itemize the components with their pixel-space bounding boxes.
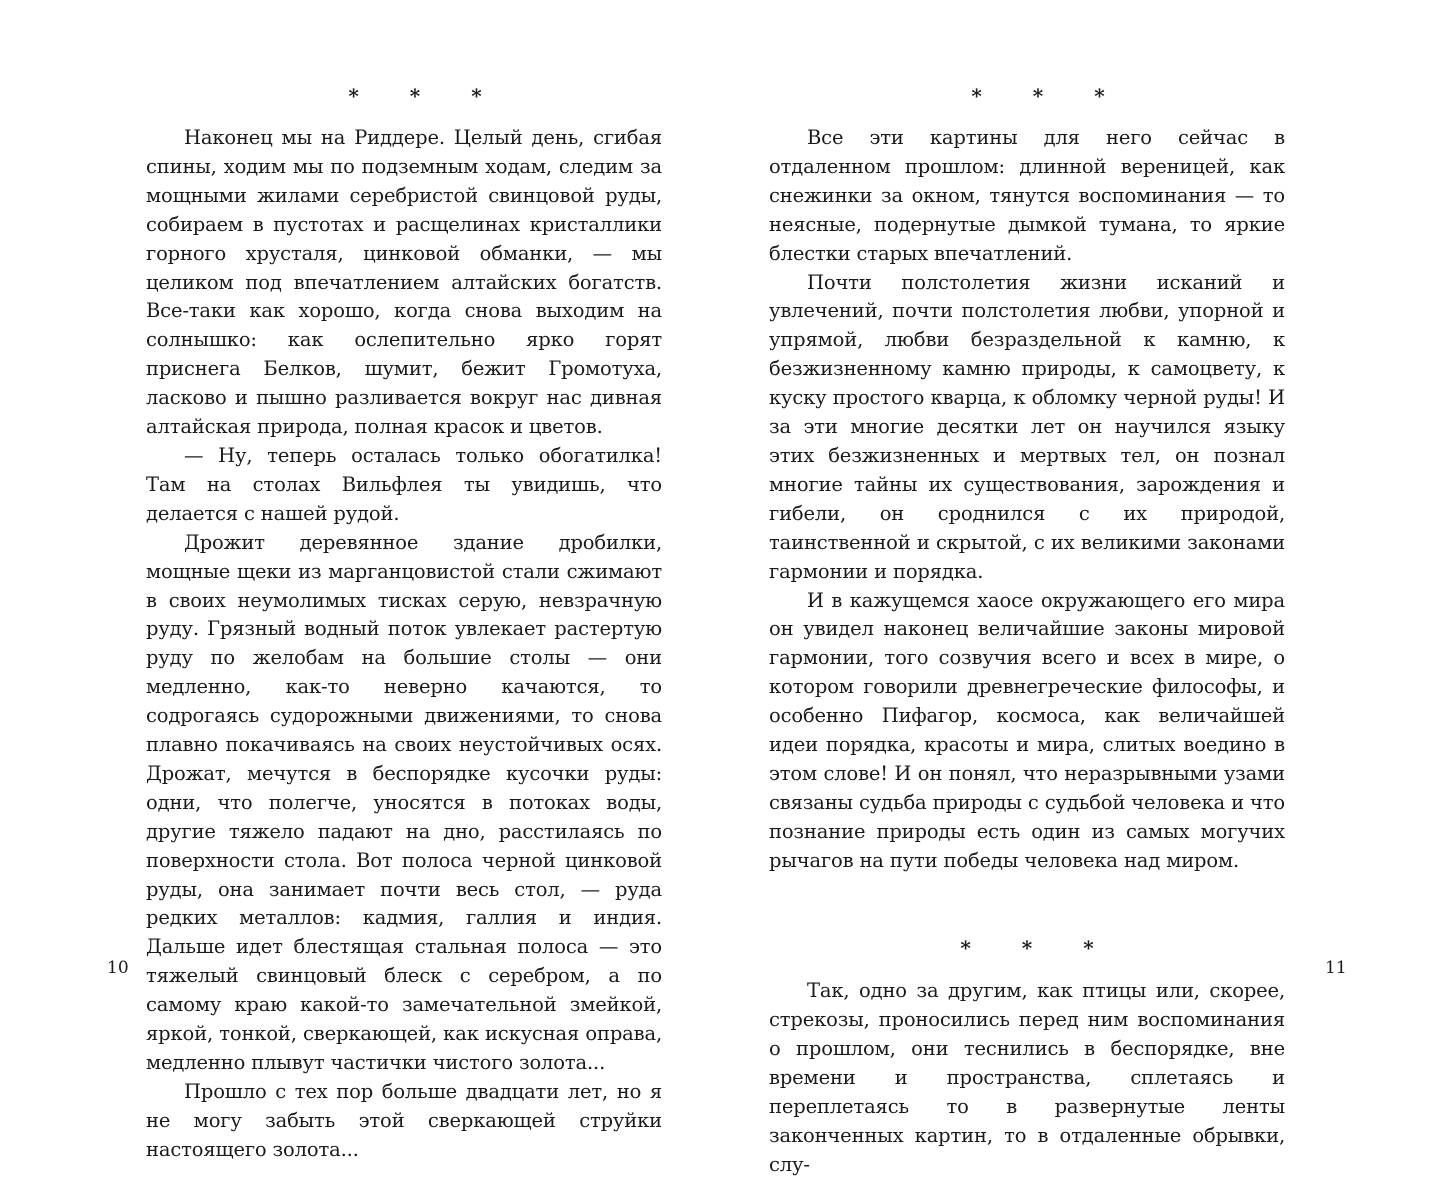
right-page-text <box>769 124 1285 1180</box>
right-page <box>716 0 1433 1176</box>
left-page <box>0 0 716 1161</box>
paragraph-ridder: Наконец мы на Риддере. Целый день, сгибая спины, ходим мы по подземным ходам, следим за мощными жилами серебристой свинцовой руды, собираем в пустотах и расщелинах кристаллики горного хрусталя, цинковой обманки, — мы целиком под впечатлением алтайских богатств. Все-таки как хорошо, когда снова выходим на солнышко: как ослепительно ярко горят приснега Белков, шумит, бежит Громотуха, ласково и пышно разливается вокруг нас дивная алтайская природа, полная красок и цветов. <box>146 126 662 439</box>
paragraph-harmony: И в кажущемся хаосе окружающего его мира он увидел наконец величайшие законы мировой гармонии, того созвучия всего и всех в мире, о котором говорили древнегреческие философы, и особенно Пифагор, космоса, как величайшей идеи порядка, красоты и мира, слитых воедино в этом слове! И он понял, что неразрывными узами связаны судьба природы с судьбой человека и что познание природы есть один из самых могучих рычагов на пути победы человека над миром. <box>769 588 1285 872</box>
left-page-text <box>146 124 662 1165</box>
paragraph-pictures: Все эти картины для него сейчас в отдаленном прошлом: длинной вереницей, как снежинки за окном, тянутся воспоминания — то неясные, подернутые дымкой тумана, то яркие блестки старых впечатлений. <box>769 126 1285 265</box>
paragraph-obogatilka: — Ну, теперь осталась только обогатилка! Там на столах Вильфлея ты увидишь, что делается с нашей рудой. <box>146 443 662 525</box>
page-number-right: 11 <box>1325 958 1347 978</box>
paragraph-drobilka: Дрожит деревянное здание дробилки, мощные щеки из марганцовистой стали сжимают в своих неумолимых тисках серую, невзрачную руду. Грязный водный поток увлекает растертую руду по желобам на большие столы — они медленно, как-то неверно качаются, то содрогаясь судорожными движениями, то снова плавно покачиваясь на своих неустойчивых осях. Дрожат, мечутся в беспорядке кусочки руды: одни, что полегче, уносятся в потоках воды, другие тяжело падают на дно, расстилаясь по поверхности стола. Вот полоса черной цинковой руды, она занимает почти весь стол, — руда редких металлов: кадмия, галлия и индия. Дальше идет блестящая стальная полоса — это тяжелый свинцовый блеск с серебром, а по самому краю какой-то замечательной змейкой, яркой, тонкой, сверкающей, как искусная оправа, медленно плывут частички чистого золота... <box>146 530 662 1074</box>
section-break-stars-top: * * * <box>971 84 1127 108</box>
paragraph-dragonflies: Так, одно за другим, как птицы или, скорее, стрекозы, проносились перед ним воспоминания о прошлом, они теснились в беспорядке, вне времени и пространства, сплетаясь и переплетаясь то в развернутые ленты законченных картин, то в отдаленные обрывки, слу- <box>769 979 1285 1176</box>
section-break-stars-middle: * * * <box>960 935 1116 960</box>
paragraph-memory: Прошло с тех пор больше двадцати лет, но я не могу забыть этой сверкающей струйки настоящего золота... <box>146 1079 662 1161</box>
section-gap <box>769 876 1285 934</box>
section-break-stars: * * * <box>348 84 504 108</box>
section-gap-small <box>769 962 1285 977</box>
page-number-left: 10 <box>107 958 129 978</box>
paragraph-half-century: Почти полстолетия жизни исканий и увлечений, почти полстолетия любви, упорной и упрямой, любви безраздельной к камню, к безжизненному камню природы, к самоцвету, к куску простого кварца, к обломку черной руды! И за эти многие десятки лет он научился языку этих безжизненных и мертвых тел, он познал многие тайны их существования, зарождения и гибели, он сроднился с их природой, таинственной и скрытой, с их великими законами гармонии и порядка. <box>769 270 1285 583</box>
